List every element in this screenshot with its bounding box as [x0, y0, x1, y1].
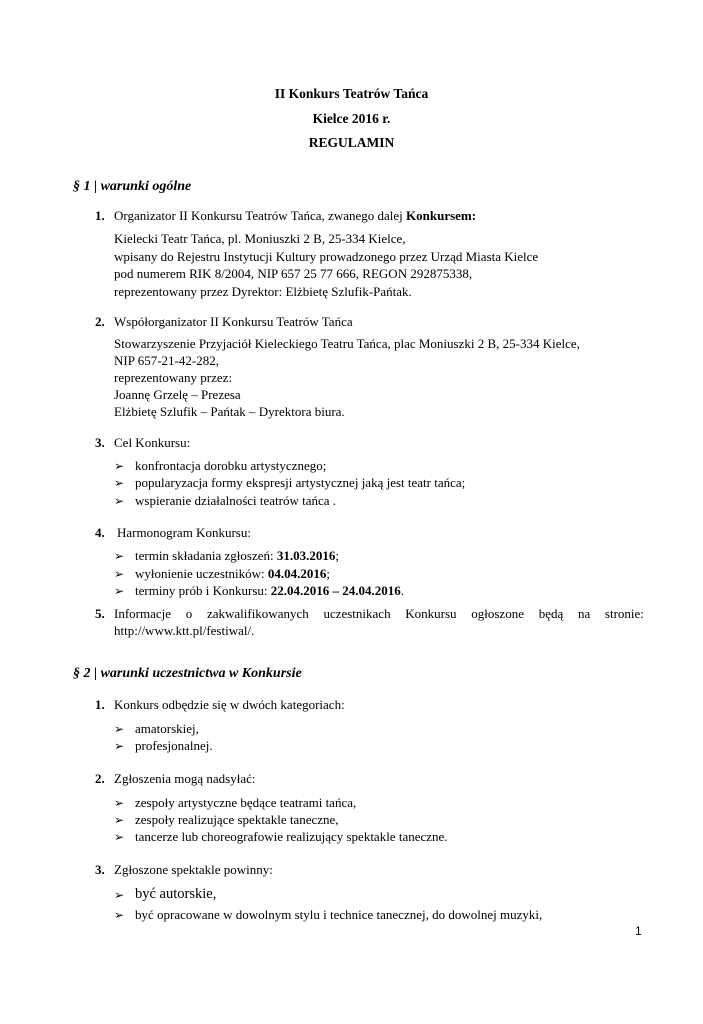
bullet-item: być autorskie, — [135, 886, 217, 902]
word: zakwalifikowanych — [206, 606, 309, 621]
url-text: http://www.ktt.pl/festiwal/. — [114, 623, 255, 638]
arrow-bullet-icon: ➢ — [114, 908, 125, 922]
paragraph-intro — [114, 208, 476, 224]
item-number: 5. — [95, 606, 105, 621]
word: uczestnikach — [323, 606, 391, 621]
paragraph-line: Kielecki Teatr Tańca, pl. Moniuszki 2 B, 25-334 Kielce, — [114, 231, 406, 246]
item-number: 3. — [95, 435, 105, 450]
bullet-item — [135, 566, 330, 582]
arrow-bullet-icon: ➢ — [114, 476, 125, 490]
arrow-bullet-icon: ➢ — [114, 888, 125, 902]
justified-line — [114, 606, 644, 622]
title-line-1: II Konkurs Teatrów Tańca — [274, 86, 429, 101]
bullet-item: tancerze lub choreografowie realizujący spektakle taneczne. — [135, 829, 448, 844]
arrow-bullet-icon: ➢ — [114, 722, 125, 736]
word: Informacje — [114, 606, 172, 621]
bullet-item: amatorskiej, — [135, 721, 199, 736]
paragraph-intro: Współorganizator II Konkursu Teatrów Tańca — [114, 314, 353, 329]
bullet-item — [135, 583, 404, 599]
paragraph-line: pod numerem RIK 8/2004, NIP 657 25 77 666, REGON 292875338, — [114, 266, 473, 281]
bullet-item: zespoły artystyczne będące teatrami tańca, — [135, 795, 357, 810]
paragraph-intro: Cel Konkursu: — [114, 435, 191, 450]
bullet-punct: . — [400, 583, 405, 598]
paragraph-intro: Zgłoszenia mogą nadsyłać: — [114, 771, 256, 786]
bullet-item: być opracowane w dowolnym stylu i technice tanecznej, do dowolnej muzyki, — [135, 907, 543, 922]
bullet-date: 04.04.2016 — [267, 566, 327, 581]
arrow-bullet-icon: ➢ — [114, 494, 125, 508]
title-line-2: Kielce 2016 r. — [312, 111, 391, 126]
section-2-heading: § 2 | warunki uczestnictwa w Konkursie — [73, 666, 302, 681]
arrow-bullet-icon: ➢ — [114, 549, 125, 563]
bullet-text: termin składania zgłoszeń: — [135, 548, 277, 563]
arrow-bullet-icon: ➢ — [114, 739, 125, 753]
word: na — [577, 606, 591, 621]
arrow-bullet-icon: ➢ — [114, 813, 125, 827]
paragraph-intro: Zgłoszone spektakle powinny: — [114, 862, 273, 877]
arrow-bullet-icon: ➢ — [114, 796, 125, 810]
word: ogłoszone — [471, 606, 524, 621]
bullet-item: profesjonalnej. — [135, 738, 213, 753]
intro-text: Organizator II Konkursu Teatrów Tańca, zwanego dalej — [114, 208, 407, 223]
arrow-bullet-icon: ➢ — [114, 567, 125, 581]
bullet-item: wspieranie działalności teatrów tańca . — [135, 493, 337, 508]
item-number: 3. — [95, 862, 105, 877]
word: będą — [538, 606, 564, 621]
paragraph-line: Joannę Grzelę – Prezesa — [114, 387, 241, 402]
intro-bold: Konkursem: — [406, 208, 477, 223]
word: stronie: — [604, 606, 644, 621]
bullet-punct: ; — [326, 566, 330, 581]
title-line-3: REGULAMIN — [308, 135, 395, 150]
bullet-text: wyłonienie uczestników: — [135, 566, 268, 581]
bullet-text: terminy prób i Konkursu: — [135, 583, 271, 598]
item-number: 2. — [95, 771, 105, 786]
arrow-bullet-icon: ➢ — [114, 459, 125, 473]
bullet-item: konfrontacja dorobku artystycznego; — [135, 458, 327, 473]
item-number: 1. — [95, 697, 105, 712]
item-number: 2. — [95, 314, 105, 329]
word: o — [185, 606, 193, 621]
arrow-bullet-icon: ➢ — [114, 584, 125, 598]
bullet-item — [135, 548, 339, 564]
bullet-punct: ; — [335, 548, 339, 563]
section-1-heading: § 1 | warunki ogólne — [73, 179, 192, 194]
bullet-date: 22.04.2016 – 24.04.2016 — [270, 583, 401, 598]
paragraph-intro: Konkurs odbędzie się w dwóch kategoriach: — [114, 697, 345, 712]
paragraph-line: reprezentowany przez Dyrektor: Elżbietę Szlufik-Pańtak. — [114, 284, 412, 299]
bullet-item: popularyzacja formy ekspresji artystycznej jaką jest teatr tańca; — [135, 475, 466, 490]
word: Konkursu — [405, 606, 457, 621]
bullet-item: zespoły realizujące spektakle taneczne, — [135, 812, 339, 827]
paragraph-line: NIP 657-21-42-282, — [114, 353, 219, 368]
paragraph-line: reprezentowany przez: — [114, 370, 233, 385]
paragraph-line: wpisany do Rejestru Instytucji Kultury prowadzonego przez Urząd Miasta Kielce — [114, 249, 539, 264]
paragraph-intro: Harmonogram Konkursu: — [117, 525, 251, 540]
bullet-date: 31.03.2016 — [276, 548, 336, 563]
paragraph-line: Elżbietę Szlufik – Pańtak – Dyrektora biura. — [114, 404, 345, 419]
arrow-bullet-icon: ➢ — [114, 830, 125, 844]
item-number: 4. — [95, 525, 105, 540]
item-number: 1. — [95, 208, 105, 223]
paragraph-line: Stowarzyszenie Przyjaciół Kieleckiego Teatru Tańca, plac Moniuszki 2 B, 25-334 Kielce, — [114, 336, 580, 351]
page-number: 1 — [635, 924, 642, 938]
